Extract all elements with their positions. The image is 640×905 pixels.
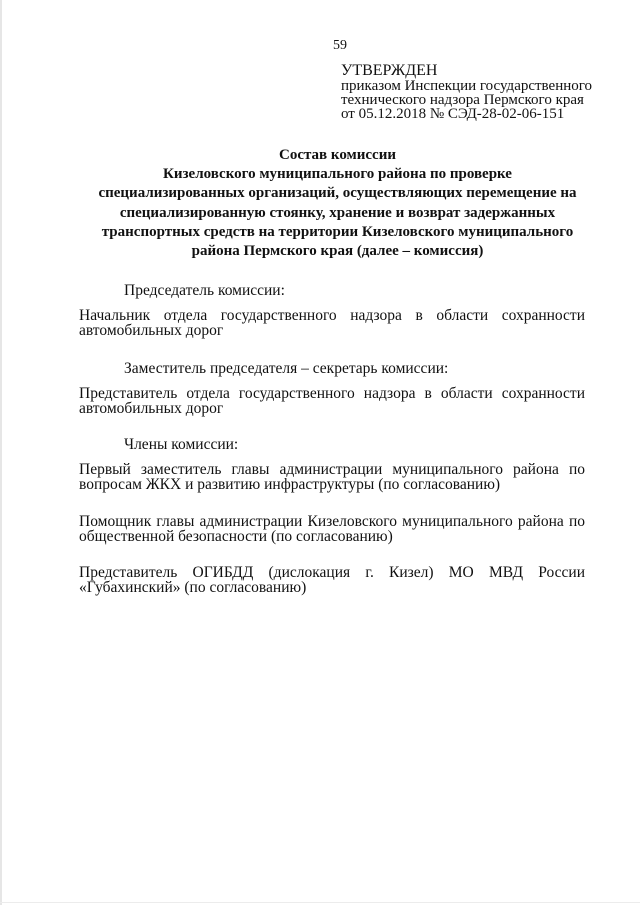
- deputy-heading: Заместитель председателя – секретарь комиссии:: [124, 360, 449, 377]
- chairman-entry: [79, 308, 585, 338]
- title-line: специализированных организаций, осуществляющих перемещение на: [98, 185, 577, 202]
- approval-line: от 05.12.2018 № СЭД-28-02-06-151: [341, 106, 565, 122]
- entry-line: Помощник главы администрации Кизеловского муниципального района по: [79, 513, 585, 530]
- member-entry: [79, 514, 585, 544]
- approval-line: приказом Инспекции государственного: [341, 78, 593, 94]
- title-line: транспортных средств на территории Кизеловского муниципального: [101, 223, 574, 240]
- approval-block: [341, 62, 592, 121]
- member-entry: [79, 462, 585, 492]
- title-line: Кизеловского муниципального района по проверке: [163, 166, 512, 183]
- member-entry: [79, 565, 585, 595]
- entry-line: Первый заместитель главы администрации муниципального района по: [79, 461, 585, 478]
- entry-line: автомобильных дорог: [79, 322, 224, 339]
- scan-bottom-line: [0, 902, 640, 903]
- entry-line: Представитель ОГИБДД (дислокация г. Кизел) МО МВД России: [79, 564, 585, 581]
- entry-line: автомобильных дорог: [79, 400, 224, 417]
- entry-line: вопросам ЖКХ и развитию инфраструктуры (по согласованию): [79, 476, 501, 493]
- title-line: Состав комиссии: [278, 147, 396, 163]
- entry-line: общественной безопасности (по согласованию): [79, 528, 393, 545]
- page-number: 59: [333, 38, 347, 53]
- deputy-entry: [79, 386, 585, 416]
- chairman-heading: Председатель комиссии:: [124, 282, 285, 299]
- entry-line: «Губахинский» (по согласованию): [79, 579, 307, 596]
- entry-line: Представитель отдела государственного надзора в области сохранности: [79, 385, 585, 402]
- title-line: специализированную стоянку, хранение и возврат задержанных: [119, 204, 556, 221]
- entry-line: Начальник отдела государственного надзора в области сохранности: [79, 307, 585, 324]
- scan-edge-line: [0, 0, 2, 905]
- title-line: района Пермского края (далее – комиссия): [191, 243, 484, 260]
- document-title: [85, 146, 590, 261]
- approval-line: технического надзора Пермского края: [341, 92, 584, 108]
- approval-title: УТВЕРЖДЕН: [341, 62, 438, 79]
- members-heading: Члены комиссии:: [124, 436, 239, 453]
